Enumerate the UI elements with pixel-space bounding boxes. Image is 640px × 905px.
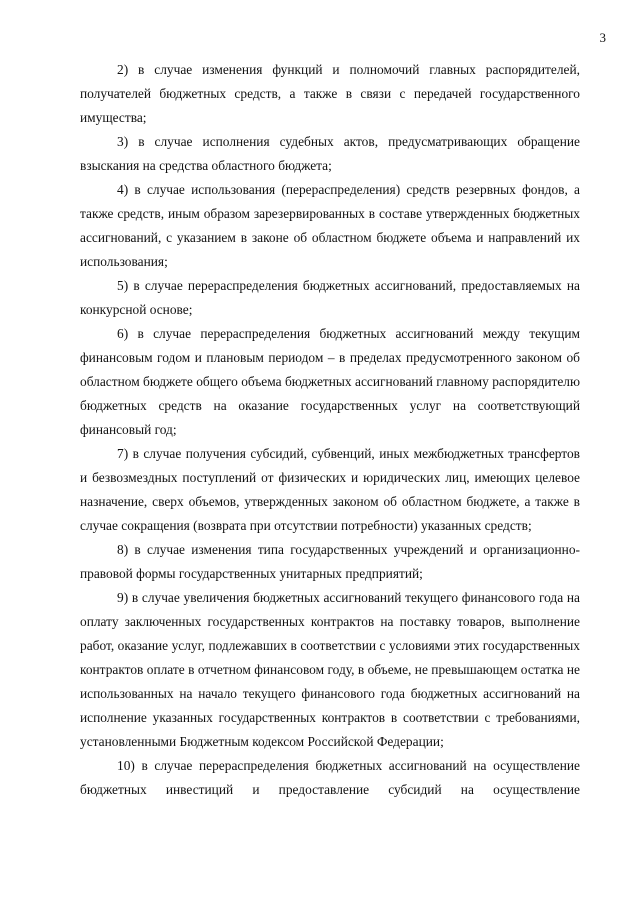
paragraph-item-3: 3) в случае исполнения судебных актов, предусматривающих обращение взыскания на средства областного бюджета;: [80, 134, 580, 173]
paragraph-item-9: 9) в случае увеличения бюджетных ассигнований текущего финансового года на оплату заключенных государственных контрактов на поставку товаров, выполнение работ, оказание услуг, подлежавших в соответствии с условиями этих государственных контрактов оплате в отчетном финансовом году, в объеме, не превышающем остатка не использованных на начало текущего финансового года бюджетных ассигнований на исполнение указанных государственных контрактов в соответствии с требованиями, установленными Бюджетным кодексом Российской Федерации;: [80, 590, 580, 749]
paragraph-item-7: 7) в случае получения субсидий, субвенций, иных межбюджетных трансфертов и безвозмездных поступлений от физических и юридических лиц, имеющих целевое назначение, сверх объемов, утвержденных законом об областном бюджете, а также в случае сокращения (возврата при отсутствии потребности) указанных средств;: [80, 446, 580, 533]
document-body: [80, 58, 580, 802]
paragraph-item-5: 5) в случае перераспределения бюджетных ассигнований, предоставляемых на конкурсной основе;: [80, 278, 580, 317]
paragraph-item-8: 8) в случае изменения типа государственных учреждений и организационно-правовой формы государственных унитарных предприятий;: [80, 542, 580, 581]
paragraph-item-2: 2) в случае изменения функций и полномочий главных распорядителей, получателей бюджетных средств, а также в связи с передачей государственного имущества;: [80, 62, 580, 125]
paragraph-item-4: 4) в случае использования (перераспределения) средств резервных фондов, а также средств, иным образом зарезервированных в составе утвержденных бюджетных ассигнований, с указанием в законе об областном бюджете объема и направлений их использования;: [80, 182, 580, 269]
paragraph-item-10: 10) в случае перераспределения бюджетных ассигнований на осуществление бюджетных инвестиций и предоставление субсидий на осуществление: [80, 758, 580, 797]
page-number: 3: [599, 30, 606, 45]
paragraph-item-6: 6) в случае перераспределения бюджетных ассигнований между текущим финансовым годом и плановым периодом – в пределах предусмотренного законом об областном бюджете общего объема бюджетных ассигнований главному распорядителю бюджетных средств на оказание государственных услуг на соответствующий финансовый год;: [80, 326, 580, 437]
